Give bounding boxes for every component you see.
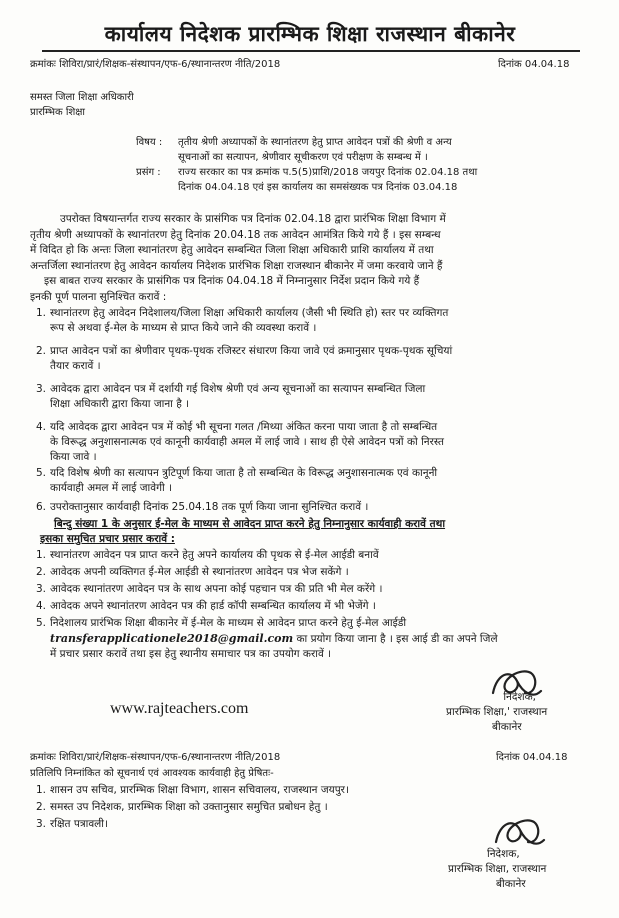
item-text: उपरोक्तानुसार कार्यवाही दिनांक 25.04.18 तक पूर्ण किया जाना सुनिश्चित करावें ।	[50, 501, 369, 513]
reference-line-2: दिनांक 04.04.18 एवं इस कार्यालय का समसंख्यक पत्र दिनांक 03.04.18	[178, 182, 458, 193]
item-text: आवेदक अपनी व्यक्तिगत ई-मेल आईडी से स्थानांतरण आवेदन पत्र भेज सकेंगे ।	[50, 566, 349, 578]
signature-2-office: प्रारम्भिक शिक्षा, राजस्थान	[448, 863, 547, 875]
item-text: रक्षित पत्रावली।	[50, 818, 109, 830]
item-text: शिक्षा अधिकारी द्वारा किया जाना है ।	[50, 398, 190, 410]
instruction-item	[36, 306, 448, 336]
instruction-item	[36, 466, 437, 496]
heading-line: इसका समुचित प्रचार प्रसार करावें :	[40, 533, 175, 545]
reference-line-1: राज्य सरकार का पत्र क्रमांक प.5(5)प्राशि/2018 जयपुर दिनांक 02.04.18 तथा	[178, 167, 478, 178]
item-number: 5.	[36, 617, 47, 629]
item-text: किया जावे ।	[50, 451, 97, 463]
item-number: 3.	[36, 383, 47, 395]
signature-1-office: प्रारम्भिक शिक्षा,' राजस्थान	[446, 706, 548, 718]
reference-number: क्रमांकः शिविरा/प्रारं/शिक्षक-संस्थापन/एफ-6/स्थानान्तरण नीति/2018	[30, 59, 281, 70]
title-underline	[42, 50, 580, 52]
item-text: प्राप्त आवेदन पत्रों का श्रेणीवार पृथक-पृथक रजिस्टर संधारण किया जावे एवं क्रमानुसार पृथक-पृथक सूचियां	[50, 345, 453, 357]
item-text: कार्यवाही अमल में लाई जावेगी ।	[50, 482, 173, 494]
heading-line: बिन्दु संख्या 1 के अनुसार ई-मेल के माध्यम से आवेदन प्राप्त करने हेतु निम्नानुसार कार्यवाही करावें तथा	[54, 518, 446, 530]
copy-intro: प्रतिलिपि निम्नांकित को सूचनार्थ एवं आवश्यक कार्यवाही हेतु प्रेषितः-	[30, 768, 274, 779]
body-paragraph	[30, 212, 600, 305]
signature-1-city: बीकानेर	[492, 721, 522, 733]
copy-item	[36, 783, 349, 798]
item-number: 4.	[36, 421, 47, 433]
body-line: उपरोक्त विषयान्तर्गत राज्य सरकार के प्रासंगिक पत्र दिनांक 02.04.18 द्वारा प्रारंभिक शिक्षा विभाग में	[60, 213, 446, 225]
email-step	[36, 616, 498, 662]
body-line: अन्तर्जिला स्थानांतरण हेतु आवेदन कार्यालय निदेशक प्रारंभिक शिक्षा राजस्थान बीकानेर में जमा करवाये जाने हैं	[30, 259, 443, 272]
item-text: आवेदक स्थानांतरण आवेदन पत्र के साथ अपना कोई पहचान पत्र की प्रति भी मेल करेंगे ।	[50, 583, 383, 595]
item-number: 2.	[36, 345, 47, 357]
subject-label: विषय :	[136, 137, 163, 148]
item-number: 2.	[36, 566, 47, 578]
item-text: आवेदक द्वारा आवेदन पत्र में दर्शायी गई विशेष श्रेणी एवं अन्य सूचनाओं का सत्यापन सम्बन्धित जिला	[50, 383, 426, 395]
item-text: आवेदक अपने स्थानांतरण आवेदन पत्र की हार्ड कॉपी सम्बन्धित कार्यालय में भी भेजेंगे ।	[50, 600, 376, 612]
instruction-item	[36, 500, 368, 515]
item-number: 1.	[36, 549, 47, 561]
body-line: में विदित हो कि अन्तः जिला स्थानांतरण हेतु आवेदन सम्बन्धित जिला शिक्षा अधिकारी प्राशि कार्यालय में तथा	[30, 244, 434, 256]
item-text: शासन उप सचिव, प्रारम्भिक शिक्षा विभाग, शासन सचिवालय, राजस्थान जयपुर।	[50, 784, 349, 796]
item-number: 1.	[36, 307, 47, 319]
item-number: 2.	[36, 801, 47, 813]
item-text: यदि विशेष श्रेणी का सत्यापन त्रुटिपूर्ण किया जाता है तो सम्बन्धित के विरूद्ध अनुशासनात्मक एवं कानूनी	[50, 467, 438, 479]
website-text: www.rajteachers.com	[110, 700, 249, 717]
email-procedure-heading	[40, 517, 445, 547]
item-text: तैयार करावें ।	[50, 360, 101, 372]
item-number: 6.	[36, 501, 47, 513]
email-step	[36, 599, 376, 614]
addressee-line-1: समस्त जिला शिक्षा अधिकारी	[30, 92, 134, 103]
item-number: 5.	[36, 467, 47, 479]
item-text: स्थानांतरण हेतु आवेदन निदेशालय/जिला शिक्षा अधिकारी कार्यालय (जैसी भी स्थिति हो) स्तर पर व्यक्तिगत	[50, 307, 449, 319]
subject-line-1: तृतीय श्रेणी अध्यापकों के स्थानांतरण हेतु प्राप्त आवेदन पत्रों की श्रेणी व अन्य	[178, 137, 452, 148]
copy-reference-number: क्रमांकः शिविरा/प्रारं/शिक्षक-संस्थापन/एफ-6/स्थानान्तरण नीति/2018	[30, 752, 281, 763]
email-step	[36, 582, 383, 597]
body-line: तृतीय श्रेणी अध्यापकों के स्थानांतरण हेतु दिनांक 20.04.18 तक आवेदन आमंत्रित किये गये हैं । इस सम्बन्ध	[30, 228, 441, 241]
copy-item	[36, 800, 328, 815]
instruction-item	[36, 420, 444, 465]
addressee-line-2: प्रारम्भिक शिक्षा	[30, 107, 85, 118]
copy-item	[36, 817, 108, 832]
instruction-item	[36, 344, 452, 374]
instruction-item	[36, 382, 425, 412]
transfer-email-address[interactable]: transferapplicationele2018@gmail.com	[50, 632, 294, 645]
signature-2-designation: निदेशक,	[487, 848, 520, 860]
item-text: समस्त उप निदेशक, प्रारम्भिक शिक्षा को उक्तानुसार समुचित प्रबोधन हेतु ।	[50, 801, 328, 813]
subject-line-2: सूचनाओं का सत्यापन, श्रेणीवार सूचीकरण एवं परीक्षण के सम्बन्ध में ।	[178, 152, 428, 163]
body-line: इस बाबत राज्य सरकार के प्रासंगिक पत्र दिनांक 04.04.18 में निम्नानुसार निर्देश प्रदान किये गये हैं	[44, 275, 420, 287]
item-text: रूप से अथवा ई-मेल के माध्यम से प्राप्त किये जाने की व्यवस्था करावें ।	[50, 322, 317, 334]
copy-date: दिनांक 04.04.18	[496, 752, 568, 763]
item-number: 4.	[36, 600, 47, 612]
item-text: का प्रयोग किया जाना है । इस आई डी का अपने जिले	[293, 633, 498, 645]
item-number: 3.	[36, 818, 47, 830]
item-number: 1.	[36, 784, 47, 796]
item-text: यदि आवेदक द्वारा आवेदन पत्र में कोई भी सूचना गलत /मिथ्या अंकित करना पाया जाता है तो सम्बन्धित	[50, 421, 438, 433]
item-text: के विरूद्ध अनुशासनात्मक एवं कानूनी कार्यवाही अमल में लाई जावे । साथ ही ऐसे आवेदन पत्रों को निरस्त	[50, 436, 444, 448]
item-number: 3.	[36, 583, 47, 595]
signature-2-city: बीकानेर	[496, 878, 526, 890]
item-text: निदेशालय प्रारंभिक शिक्षा बीकानेर में ई-मेल के माध्यम से आवेदन प्राप्त करने हेतु ई-मेल आईडी	[50, 617, 407, 629]
body-line: इनकी पूर्ण पालना सुनिश्चित करावें :	[30, 290, 167, 303]
office-title: कार्यालय निदेशक प्रारम्भिक शिक्षा राजस्थान बीकानेर	[104, 22, 516, 46]
signature-1-designation: निदेशक,	[503, 691, 536, 703]
email-step	[36, 548, 379, 563]
reference-label: प्रसंग :	[136, 167, 161, 178]
email-step	[36, 565, 349, 580]
item-text: में प्रचार प्रसार करावें तथा इस हेतु स्थानीय समाचार पत्र का उपयोग करावें ।	[50, 648, 332, 660]
letter-date: दिनांक 04.04.18	[498, 59, 570, 70]
item-text: स्थानांतरण आवेदन पत्र प्राप्त करने हेतु अपने कार्यालय की पृथक से ई-मेल आईडी बनावें	[50, 549, 379, 561]
